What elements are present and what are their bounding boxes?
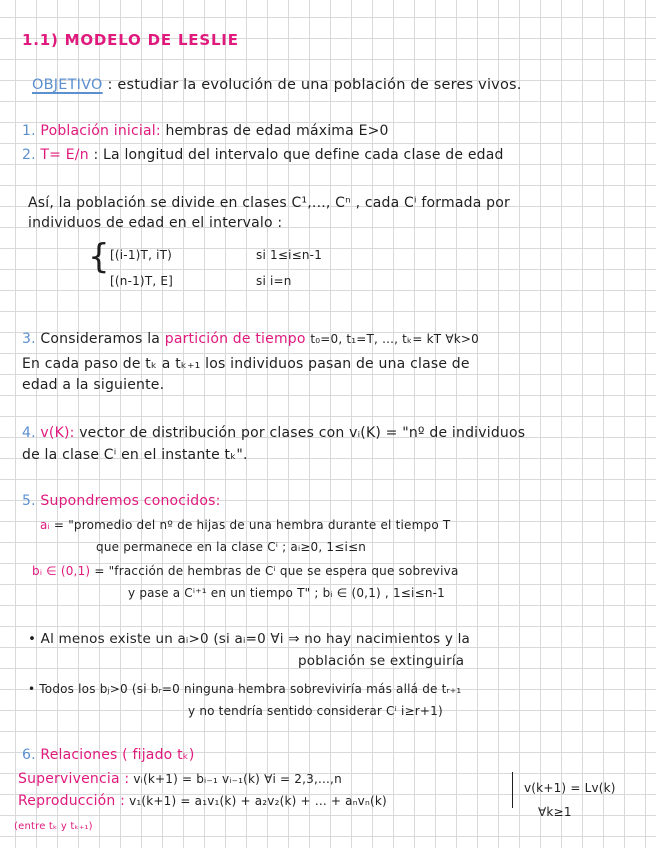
item-1-label: Población inicial:	[40, 123, 161, 139]
relations-divider	[512, 772, 513, 808]
cases-brace: {	[88, 237, 110, 277]
item-4-label: v(K):	[40, 425, 75, 441]
item-5-b-line-2: y pase a Cⁱ⁺¹ en un tiempo T" ; bᵢ ∈ (0,1) , 1≤i≤n-1	[128, 586, 446, 600]
item-6-number: 6.	[22, 747, 36, 763]
bullet-2-line-1: • Todos los bⱼ>0 (si bᵣ=0 ninguna hembra sobreviviría más allá de tᵣ₊₁	[28, 682, 462, 696]
item-3	[22, 330, 479, 348]
item-5-number: 5.	[22, 493, 36, 509]
item-1-number: 1.	[22, 123, 36, 139]
objetivo-text: : estudiar la evolución de una población de seres vivos.	[107, 77, 522, 93]
item-4	[22, 424, 525, 442]
item-2	[22, 146, 504, 164]
case-2-condition: si i=n	[256, 274, 292, 288]
reproduccion-equation: v₁(k+1) = a₁v₁(k) + a₂v₂(k) + ... + aₙvₙ(k)	[129, 794, 387, 808]
item-5-a-symbol: aᵢ	[40, 518, 50, 532]
matrix-condition: ∀k≥1	[538, 805, 572, 819]
item-4-text: vector de distribución por clases con vᵢ(K) = "nº de individuos	[79, 425, 526, 441]
supervivencia-equation: vᵢ(k+1) = bᵢ₋₁ vᵢ₋₁(k) ∀i = 2,3,...,n	[133, 772, 342, 786]
item-3-line-3: edad a la siguiente.	[22, 377, 165, 393]
reproduccion-label: Reproducción :	[18, 793, 126, 809]
bullet-1-line-2: población se extinguiría	[298, 653, 465, 669]
item-3-highlight: partición de tiempo	[164, 331, 306, 347]
bullet-1-line-1: • Al menos existe un aᵢ>0 (si aᵢ=0 ∀i ⇒ no hay nacimientos y la	[28, 631, 471, 647]
item-2-text: : La longitud del intervalo que define cada clase de edad	[93, 147, 504, 163]
case-1-interval: [(i-1)T, iT)	[110, 248, 173, 262]
item-2-number: 2.	[22, 147, 36, 163]
matrix-equation: v(k+1) = Lv(k)	[524, 781, 616, 795]
supervivencia-line	[18, 770, 342, 788]
item-2-label: T= E/n	[40, 147, 89, 163]
item-5-a-text: = "promedio del nº de hijas de una hembra durante el tiempo T	[53, 518, 451, 532]
page-title: 1.1) MODELO DE LESLIE	[22, 31, 239, 49]
reproduccion-line	[18, 792, 387, 810]
bullet-2-line-2: y no tendría sentido considerar Cⁱ i≥r+1)	[188, 704, 443, 718]
item-5-a-line-2: que permanece en la clase Cⁱ ; aᵢ≥0, 1≤i≤n	[96, 540, 367, 554]
item-5-b	[32, 562, 459, 580]
supervivencia-label: Supervivencia :	[18, 771, 130, 787]
item-4-number: 4.	[22, 425, 36, 441]
item-3-pre: Consideramos la	[40, 331, 161, 347]
asi-line-2: individuos de edad en el intervalo :	[28, 215, 283, 231]
item-1	[22, 122, 389, 140]
item-5-b-text: = "fracción de hembras de Cⁱ que se espera que sobreviva	[94, 564, 459, 578]
item-3-line-2: En cada paso de tₖ a tₖ₊₁ los individuos pasan de una clase de	[22, 356, 470, 372]
item-6	[22, 746, 195, 764]
case-2-interval: [(n-1)T, E]	[110, 274, 174, 288]
item-3-number: 3.	[22, 331, 36, 347]
case-1-condition: si 1≤i≤n-1	[256, 248, 323, 262]
objetivo-label: OBJETIVO	[32, 77, 103, 93]
asi-line-1: Así, la población se divide en clases C¹,..., Cⁿ , cada Cⁱ formada por	[28, 195, 510, 211]
item-1-text: hembras de edad máxima E>0	[165, 123, 389, 139]
item-4-line-2: de la clase Cⁱ en el instante tₖ".	[22, 447, 248, 463]
interval-note: (entre tₖ y tₖ₊₁)	[14, 821, 93, 832]
objetivo-line	[32, 76, 522, 94]
item-3-post: t₀=0, t₁=T, ..., tₖ= kT ∀k>0	[310, 332, 479, 346]
item-6-label: Relaciones ( fijado tₖ)	[40, 747, 195, 763]
item-5-b-symbol: bᵢ ∈ (0,1)	[32, 564, 91, 578]
item-5	[22, 492, 221, 510]
item-5-label: Supondremos conocidos:	[40, 493, 221, 509]
item-5-a	[40, 516, 450, 534]
